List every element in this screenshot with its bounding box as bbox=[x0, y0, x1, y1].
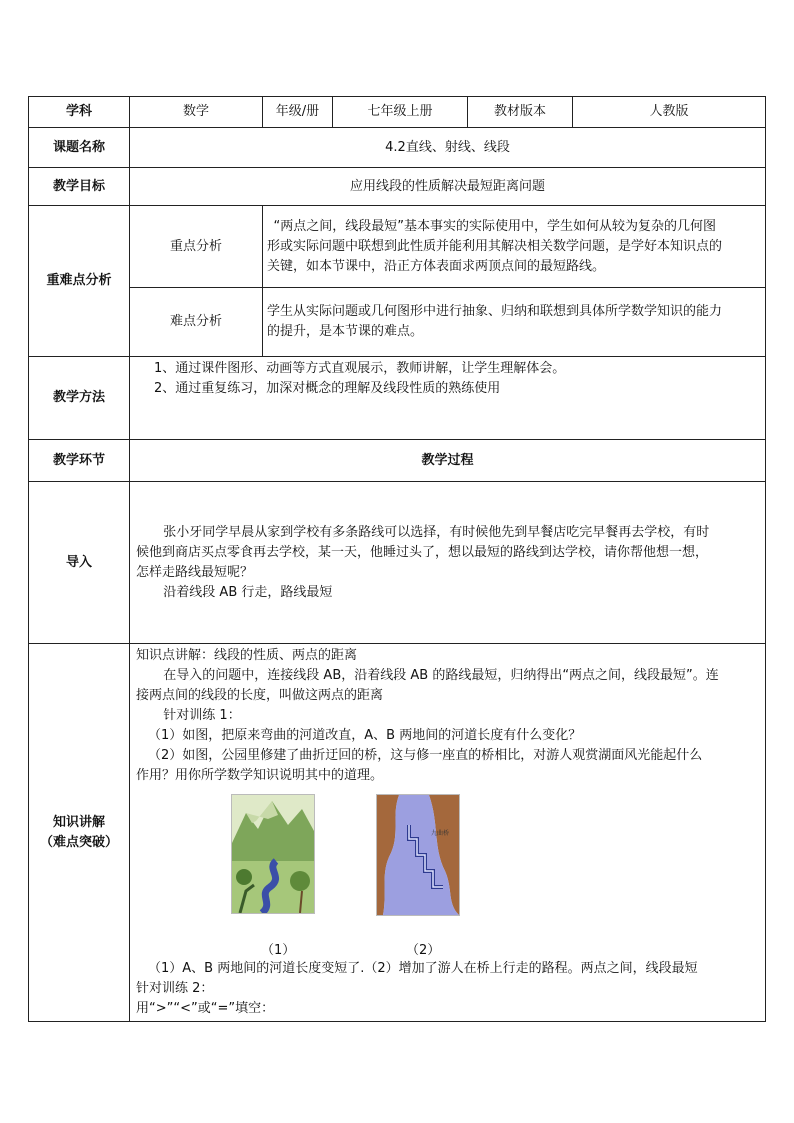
knowledge-text bbox=[130, 644, 766, 1022]
goal-value: 应用线段的性质解决最短距离问题 bbox=[130, 168, 766, 206]
question-1: （1）如图，把原来弯曲的河道改直，A、B 两地间的河道长度有什么变化？ bbox=[148, 728, 582, 743]
grade-label: 年级/册 bbox=[263, 97, 333, 128]
drill1-heading: 针对训练 1： bbox=[163, 708, 241, 723]
intro-line: 候他到商店买点零食再去学校，某一天，他睡过头了，想以最短的路线到达学校，请你帮他想一想， bbox=[136, 544, 709, 560]
focus-text bbox=[263, 206, 766, 288]
figure-2-caption: （2） bbox=[406, 943, 441, 958]
svg-text:九曲桥: 九曲桥 bbox=[431, 830, 450, 837]
difficulty-line: 学生从实际问题或几何图形中进行抽象、归纳和联想到具体所学数学知识的能力 bbox=[267, 304, 723, 319]
method-item: 2、通过重复练习，加深对概念的理解及线段性质的熟练使用 bbox=[154, 381, 501, 396]
question-2: （2）如图，公园里修建了曲折迂回的桥，这与修一座直的桥相比，对游人观赏湖面风光能起什么 bbox=[148, 748, 703, 763]
figures bbox=[136, 794, 759, 959]
intro-line: 张小牙同学早晨从家到学校有多条路线可以选择，有时候他先到早餐店吃完早餐再去学校，有时 bbox=[163, 524, 710, 540]
method-text bbox=[130, 357, 766, 440]
subject-value: 数学 bbox=[130, 97, 263, 128]
knowledge-label-line1: 知识讲解 bbox=[52, 814, 105, 830]
focus-line: 形或实际问题中联想到此性质并能利用其解决相关数学问题，是学好本知识点的 bbox=[267, 238, 723, 254]
difficulty-line: 的提升，是本节课的难点。 bbox=[267, 324, 424, 339]
topic-value: 4.2直线、射线、线段 bbox=[130, 128, 766, 168]
answer-1: （1）A、B 两地间的河道长度变短了.（2）增加了游人在桥上行走的路程。两点之间，线段最短 bbox=[148, 961, 698, 976]
stage-label: 教学环节 bbox=[29, 440, 130, 482]
topic-row bbox=[29, 128, 766, 168]
goal-row bbox=[29, 168, 766, 206]
stage-header-row bbox=[29, 440, 766, 482]
focus-row bbox=[29, 206, 766, 288]
knowledge-row bbox=[29, 644, 766, 1022]
difficulty-text bbox=[263, 288, 766, 357]
edition-label: 教材版本 bbox=[468, 97, 573, 128]
intro-answer: 沿着线段 AB 行走，路线最短 bbox=[163, 584, 333, 600]
focus-label: 重点分析 bbox=[130, 206, 263, 288]
intro-row bbox=[29, 482, 766, 644]
drill2-heading: 针对训练 2： bbox=[136, 981, 214, 996]
edition-value: 人教版 bbox=[573, 97, 766, 128]
subject-label: 学科 bbox=[29, 97, 130, 128]
bridge-figure bbox=[376, 794, 460, 916]
intro-text bbox=[130, 482, 766, 644]
question-2-cont: 作用？用你所学数学知识说明其中的道理。 bbox=[136, 768, 384, 783]
difficulty-row bbox=[29, 288, 766, 357]
intro-label: 导入 bbox=[29, 482, 130, 644]
method-row bbox=[29, 357, 766, 440]
explain-line: 接两点间的线段的长度，叫做这两点的距离 bbox=[136, 688, 384, 703]
stage-value: 教学过程 bbox=[130, 440, 766, 482]
method-label: 教学方法 bbox=[29, 357, 130, 440]
knowledge-label bbox=[29, 644, 130, 1022]
intro-line: 怎样走路线最短呢？ bbox=[136, 564, 254, 580]
topic-label: 课题名称 bbox=[29, 128, 130, 168]
header-row bbox=[29, 97, 766, 128]
goal-label: 教学目标 bbox=[29, 168, 130, 206]
knowledge-heading: 知识点讲解：线段的性质、两点的距离 bbox=[136, 648, 358, 663]
explain-line: 在导入的问题中，连接线段 AB，沿着线段 AB 的路线最短，归纳得出“两点之间，线段最短”。连 bbox=[163, 668, 719, 683]
focus-line: “两点之间，线段最短”基本事实的实际使用中，学生如何从较为复杂的几何图 bbox=[273, 218, 716, 234]
grade-value: 七年级上册 bbox=[333, 97, 468, 128]
river-figure bbox=[231, 794, 315, 914]
key-points-label: 重难点分析 bbox=[29, 206, 130, 357]
figure-1-caption: （1） bbox=[261, 943, 296, 958]
difficulty-label: 难点分析 bbox=[130, 288, 263, 357]
fill-prompt: 用“>”“<”或“=”填空： bbox=[136, 1001, 275, 1016]
lesson-plan-table bbox=[28, 96, 766, 1022]
focus-line: 关键，如本节课中，沿正方体表面求两顶点间的最短路线。 bbox=[267, 258, 606, 274]
knowledge-label-line2: （难点突破） bbox=[39, 834, 118, 850]
method-item: 1、通过课件图形、动画等方式直观展示，教师讲解，让学生理解体会。 bbox=[154, 361, 566, 376]
